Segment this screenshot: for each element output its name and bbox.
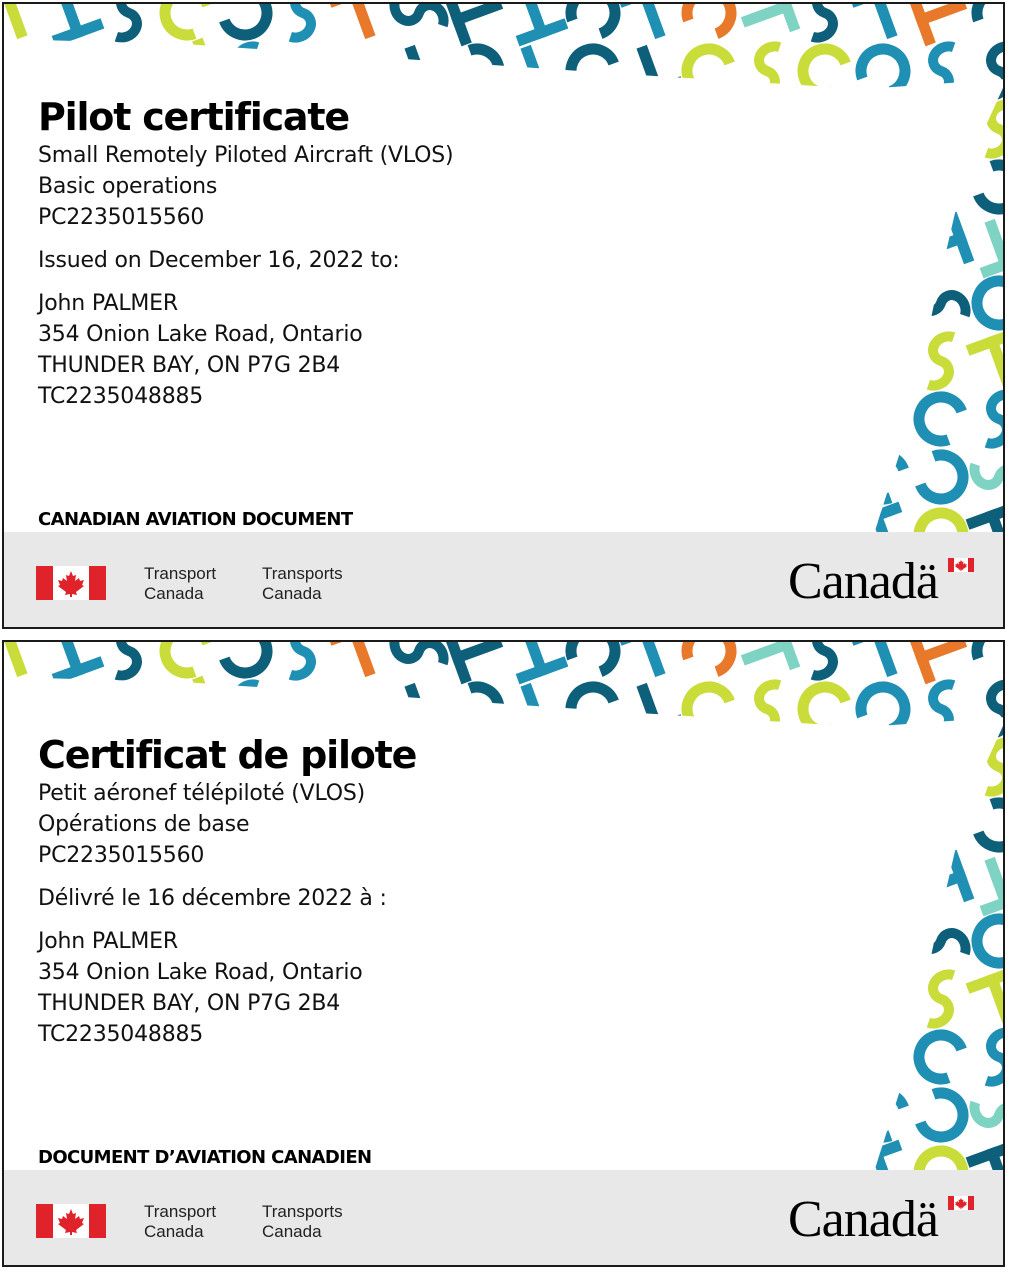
wordmark-flag-icon — [948, 558, 974, 572]
certificate-title: Pilot certificate — [38, 95, 349, 139]
canada-flag-icon — [36, 566, 106, 600]
document-label: DOCUMENT D’AVIATION CANADIEN — [38, 1147, 372, 1168]
wordmark-text: Canadä — [788, 1191, 938, 1248]
dept-en-line1: Transport — [144, 1202, 217, 1221]
canada-flag-icon — [36, 1204, 106, 1238]
dept-fr-line2: Canada — [262, 1222, 322, 1241]
footer-bar — [4, 532, 1005, 629]
issued-statement: Issued on December 16, 2022 to: — [38, 248, 400, 273]
wordmark-text: Canadä — [788, 553, 938, 610]
aircraft-category: Petit aéronef télépiloté (VLOS) — [38, 781, 366, 806]
operations-type: Basic operations — [38, 174, 218, 199]
wordmark-flag-icon — [948, 1196, 974, 1210]
dept-en-line2: Canada — [144, 1222, 204, 1241]
holder-id: TC2235048885 — [38, 1022, 204, 1047]
holder-name: John PALMER — [38, 291, 178, 316]
dept-fr-line1: Transports — [262, 1202, 343, 1221]
certificate-card-en — [2, 2, 1005, 629]
certificate-card-fr — [2, 640, 1005, 1267]
certificate-number: PC2235015560 — [38, 205, 205, 230]
dept-fr-line1: Transports — [262, 564, 343, 583]
dept-en-line2: Canada — [144, 584, 204, 603]
canada-wordmark — [788, 552, 938, 611]
department-name-en — [144, 564, 216, 604]
holder-name: John PALMER — [38, 929, 178, 954]
holder-address-line1: 354 Onion Lake Road, Ontario — [38, 960, 363, 985]
holder-id: TC2235048885 — [38, 384, 204, 409]
issued-statement: Délivré le 16 décembre 2022 à : — [38, 886, 387, 911]
department-name-en — [144, 1202, 216, 1242]
holder-address-line1: 354 Onion Lake Road, Ontario — [38, 322, 363, 347]
aircraft-category: Small Remotely Piloted Aircraft (VLOS) — [38, 143, 454, 168]
certificate-body — [38, 732, 416, 1050]
holder-address-line2: THUNDER BAY, ON P7G 2B4 — [38, 991, 341, 1016]
dept-fr-line2: Canada — [262, 584, 322, 603]
footer-bar — [4, 1170, 1005, 1267]
certificate-number: PC2235015560 — [38, 843, 205, 868]
canada-wordmark — [788, 1190, 938, 1249]
holder-address-line2: THUNDER BAY, ON P7G 2B4 — [38, 353, 341, 378]
department-name-fr — [262, 1202, 343, 1242]
operations-type: Opérations de base — [38, 812, 250, 837]
department-name-fr — [262, 564, 343, 604]
certificate-body — [38, 94, 453, 412]
certificate-title: Certificat de pilote — [38, 733, 417, 777]
document-label: CANADIAN AVIATION DOCUMENT — [38, 509, 353, 530]
dept-en-line1: Transport — [144, 564, 217, 583]
